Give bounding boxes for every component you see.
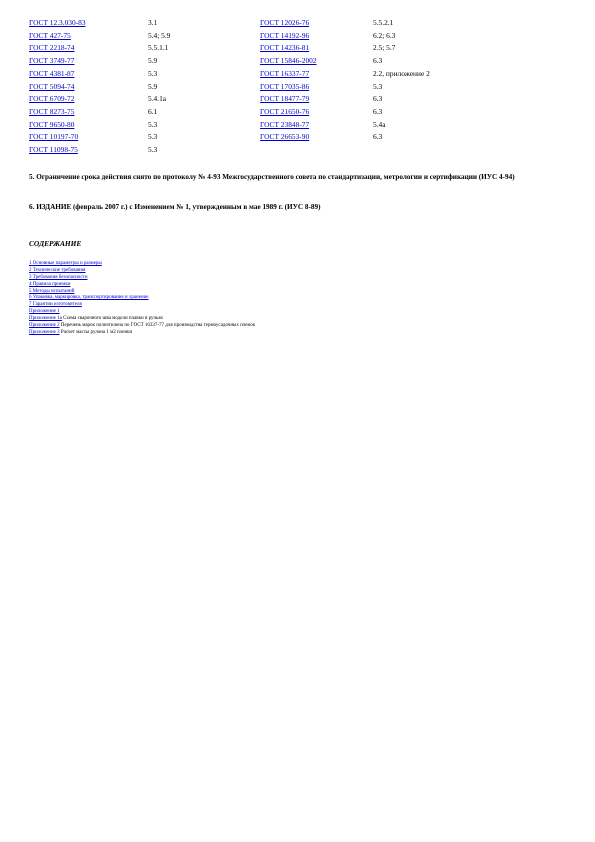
reference-item: 5.3 bbox=[148, 119, 158, 129]
reference-item: 3.1 bbox=[148, 18, 158, 27]
toc-description: Схема сварочного шва модели плавки в ручьях bbox=[61, 316, 164, 322]
toc-link[interactable]: Приложение 3 bbox=[29, 329, 60, 335]
toc-item bbox=[29, 275, 255, 282]
toc-item bbox=[29, 302, 255, 309]
reference-table-body bbox=[29, 17, 493, 157]
reference-item: 5.4; 5.9 bbox=[148, 30, 171, 40]
toc-title: СОДЕРЖАНИЕ bbox=[29, 239, 82, 248]
reference-item: 6.3 bbox=[373, 106, 383, 116]
toc-description: Перечень марок полиэтилена по ГОСТ 16337-77 для производства термоусадочных пленок bbox=[59, 323, 256, 329]
toc-item bbox=[29, 309, 255, 316]
reference-item: 5.5.2.1 bbox=[373, 18, 394, 27]
table-row bbox=[29, 144, 493, 157]
reference-item: 6.3 bbox=[373, 56, 383, 66]
reference-link[interactable]: ГОСТ 4381-87 bbox=[29, 68, 75, 78]
toc-item bbox=[29, 268, 255, 275]
reference-link[interactable]: ГОСТ 12.3.030-83 bbox=[29, 18, 86, 27]
table-row bbox=[29, 106, 493, 119]
toc-link[interactable]: Приложение 2 bbox=[29, 323, 60, 329]
reference-link[interactable]: ГОСТ 9650-80 bbox=[29, 119, 75, 129]
toc-item bbox=[29, 289, 255, 296]
toc-link[interactable]: 7 Гарантии изготовителя bbox=[29, 302, 82, 308]
table-row bbox=[29, 55, 493, 68]
toc-item bbox=[29, 323, 255, 330]
reference-link[interactable]: ГОСТ 21650-76 bbox=[260, 106, 310, 116]
toc-link[interactable]: 3 Требования безопасности bbox=[29, 274, 88, 280]
table-row bbox=[29, 131, 493, 144]
reference-link[interactable]: ГОСТ 15846-2002 bbox=[260, 56, 317, 66]
reference-link[interactable]: ГОСТ 18477-79 bbox=[260, 94, 310, 104]
reference-link[interactable]: ГОСТ 26653-90 bbox=[260, 132, 310, 142]
reference-item: 5.9 bbox=[148, 81, 158, 91]
toc-item bbox=[29, 261, 255, 268]
reference-link[interactable]: ГОСТ 6709-72 bbox=[29, 94, 75, 104]
reference-link[interactable]: ГОСТ 12026-76 bbox=[260, 18, 310, 27]
toc-item bbox=[29, 316, 255, 323]
reference-link[interactable]: ГОСТ 10197-70 bbox=[29, 132, 79, 142]
reference-item: 6.3 bbox=[373, 94, 383, 104]
reference-table bbox=[29, 17, 493, 157]
reference-link[interactable]: ГОСТ 427-75 bbox=[29, 30, 71, 40]
reference-link[interactable]: ГОСТ 3749-77 bbox=[29, 56, 75, 66]
table-of-contents bbox=[29, 261, 255, 337]
reference-link[interactable]: ГОСТ 14192-96 bbox=[260, 30, 310, 40]
note-5: 5. Ограничение срока действия снято по протоколу № 4-93 Межгосударственного совета по стандартизации, метрологии и сертификации (ИУС 4-94) bbox=[29, 173, 515, 181]
reference-item: 5.4а bbox=[373, 119, 386, 129]
toc-description: Расчет массы рулона 1 м2 пленки bbox=[59, 329, 133, 335]
toc-link[interactable]: Приложение 1 bbox=[29, 309, 60, 315]
reference-item: 5.5.1.1 bbox=[148, 43, 169, 53]
table-row bbox=[29, 93, 493, 106]
reference-item: 5.3 bbox=[373, 81, 383, 91]
toc-link[interactable]: 1 Основные параметры и размеры bbox=[29, 261, 102, 266]
reference-link[interactable]: ГОСТ 8273-75 bbox=[29, 106, 75, 116]
reference-item: 2.2, приложение 2 bbox=[373, 68, 430, 78]
table-row bbox=[29, 42, 493, 55]
reference-item: 6.1 bbox=[148, 106, 158, 116]
reference-link[interactable]: ГОСТ 11098-75 bbox=[29, 145, 78, 155]
toc-link[interactable]: Приложение 1а bbox=[29, 316, 62, 322]
reference-item: 5.3 bbox=[148, 132, 158, 142]
reference-link[interactable]: ГОСТ 2218-74 bbox=[29, 43, 75, 53]
reference-link[interactable]: ГОСТ 23848-77 bbox=[260, 119, 310, 129]
reference-item: 6.2; 6.3 bbox=[373, 30, 396, 40]
toc-link[interactable]: 2 Технические требования bbox=[29, 267, 86, 273]
reference-item: 5.3 bbox=[148, 68, 158, 78]
table-row bbox=[29, 30, 493, 43]
table-row bbox=[29, 119, 493, 132]
toc-link[interactable]: 6 Упаковка, маркировка, транспортирование и хранение bbox=[29, 295, 149, 301]
reference-item: 6.3 bbox=[373, 132, 383, 142]
reference-link[interactable]: ГОСТ 14236-81 bbox=[260, 43, 310, 53]
table-row bbox=[29, 68, 493, 81]
reference-item: 2.5; 5.7 bbox=[373, 43, 396, 53]
toc-item bbox=[29, 295, 255, 302]
toc-item bbox=[29, 330, 255, 337]
toc-link[interactable]: 4 Правила приемки bbox=[29, 281, 71, 287]
reference-item: 5.4.1а bbox=[148, 94, 167, 104]
table-row bbox=[29, 17, 493, 30]
toc-link[interactable]: 5 Методы испытаний bbox=[29, 288, 75, 294]
toc-item bbox=[29, 282, 255, 289]
note-6: 6. ИЗДАНИЕ (февраль 2007 г.) с Изменением № 1, утвержденным в мае 1989 г. (ИУС 8-89) bbox=[29, 203, 321, 211]
reference-item: 5.3 bbox=[148, 145, 158, 155]
reference-link[interactable]: ГОСТ 5094-74 bbox=[29, 81, 75, 91]
table-row bbox=[29, 81, 493, 94]
reference-item: 5.9 bbox=[148, 56, 158, 66]
reference-link[interactable]: ГОСТ 16337-77 bbox=[260, 68, 310, 78]
reference-link[interactable]: ГОСТ 17035-86 bbox=[260, 81, 310, 91]
